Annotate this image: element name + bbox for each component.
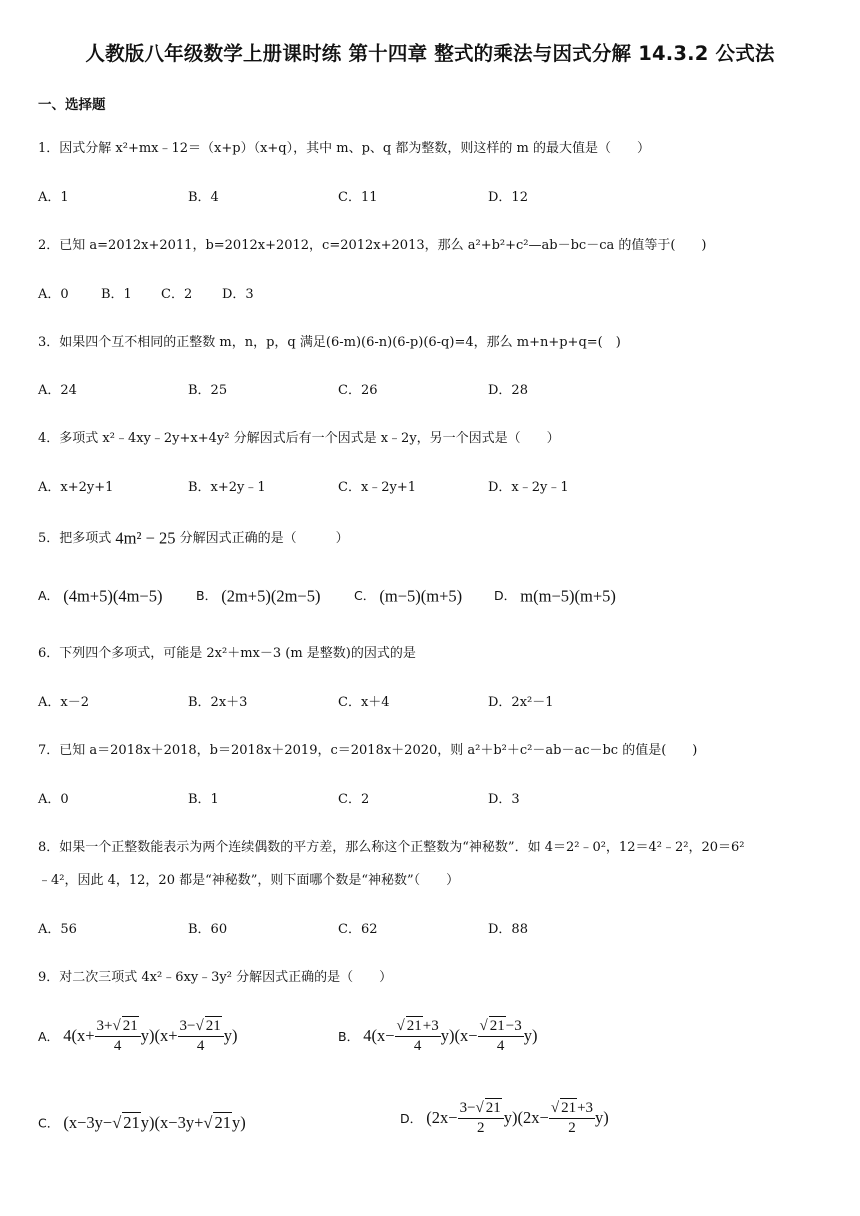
q8-option-a: A．56 [38,922,77,937]
question-6-stem: 6．下列四个多项式，可能是 2x²＋mx－3 (m 是整数)的因式的是 [38,646,416,661]
q5-option-c-expression: (m−5)(m+5) [379,586,463,606]
q9-option-a: A． 4(x+ $\frac{3+√ 21}{4}$ y)(x+ $\frac{3-√ 21}{4}$ y) [38,1018,238,1054]
q5-option-d: D． m(m−5)(m+5) [494,586,616,606]
q5-option-a: A． (4m+5)(4m−5) [38,586,163,606]
q5-option-b-expression: (2m+5)(2m−5) [221,586,321,606]
page-title: 人教版八年级数学上册课时练 第十四章 整式的乘法与因式分解 14.3.2 公式法 [85,42,775,65]
q7-option-b: B．1 [188,792,219,807]
q6-option-c: C．x＋4 [338,695,390,710]
q1-option-a: A．1 [38,190,69,205]
q5-option-a-expression: (4m+5)(4m−5) [63,586,163,606]
q4-option-a: A．x+2y+1 [38,480,114,495]
q9-option-d-expression: (2x− [426,1108,458,1127]
section-heading: 一、选择题 [38,97,106,113]
q9-option-c-expression: (x−3y−√ 21y)(x−3y+√ 21y) [63,1113,246,1132]
q5-option-c: C． (m−5)(m+5) [354,586,463,606]
q3-option-c: C．26 [338,383,378,398]
q6-option-d: D．2x²－1 [488,695,554,710]
q7-option-a: A．0 [38,792,69,807]
q5-option-b: B． (2m+5)(2m−5) [196,586,321,606]
q2-option-c: C．2 [161,287,193,302]
q3-option-d: D．28 [488,383,528,398]
q9-b-frac1: $\frac{√ 21+3}{4}$ [396,1018,439,1054]
q9-option-c: C． (x−3y−√ 21y)(x−3y+√ 21y) [38,1113,246,1132]
q6-option-b: B．2x＋3 [188,695,248,710]
q9-a-frac2: $\frac{3-√ 21}{4}$ [178,1016,224,1056]
q4-option-b: B．x+2y﹣1 [188,480,266,495]
question-8-stem-line2: ﹣4²，因此 4，12，20 都是“神秘数”，则下面哪个数是“神秘数”（ ） [38,873,460,888]
q9-b-frac2: $\frac{√ 21-3}{4}$ [479,1018,522,1054]
q7-option-c: C．2 [338,792,370,807]
q1-option-b: B．4 [188,190,219,205]
q1-option-d: D．12 [488,190,528,205]
question-9-stem: 9．对二次三项式 4x²﹣6xy﹣3y² 分解因式正确的是（ ） [38,970,393,985]
q9-option-d: D． (2x− $\frac{3-√ 21}{2}$ y)(2x− $\frac{√ 21+3}{2}$ y) [400,1100,609,1136]
q8-option-d: D．88 [488,922,528,937]
q8-option-b: B．60 [188,922,228,937]
question-8-stem: 8．如果一个正整数能表示为两个连续偶数的平方差，那么称这个正整数为“神秘数”．如 4＝2²﹣0²，12＝4²﹣2²，20＝6² [38,840,745,855]
question-1-stem: 1．因式分解 x²+mx﹣12＝（x+p）（x+q），其中 m、p、q 都为整数，则这样的 m 的最大值是（ ） [38,141,650,156]
q5-stem-expression: 4m² − 25 [115,528,176,548]
q9-d-frac1: $\frac{3-√ 21}{2}$ [458,1098,504,1138]
q7-option-d: D．3 [488,792,520,807]
q8-option-c: C．62 [338,922,378,937]
q2-option-b: B．1 [101,287,132,302]
q9-option-b: B． 4(x− $\frac{√ 21+3}{4}$ y)(x− $\frac{√ 21-3}{4}$ y) [338,1018,538,1054]
q4-option-d: D．x﹣2y﹣1 [488,480,569,495]
q9-a-frac1: $\frac{3+√ 21}{4}$ [95,1016,141,1056]
q5-stem-suffix: 分解因式正确的是（ ） [179,531,349,546]
q2-option-d: D．3 [222,287,254,302]
q1-option-c: C．11 [338,190,378,205]
q2-option-a: A．0 [38,287,69,302]
q9-option-a-expression: 4(x+ [63,1026,95,1045]
question-2-stem: 2．已知 a=2012x+2011，b=2012x+2012，c=2012x+2013，那么 a²+b²+c²—ab－bc－ca 的值等于( ) [38,238,707,253]
question-7-stem: 7．已知 a＝2018x＋2018，b＝2018x＋2019，c＝2018x＋2020，则 a²＋b²＋c²－ab－ac－bc 的值是( ) [38,743,698,758]
question-5-stem [38,527,349,549]
q4-option-c: C．x﹣2y+1 [338,480,417,495]
q9-option-b-expression: 4(x− [363,1026,395,1045]
q3-option-b: B．25 [188,383,228,398]
q5-option-d-expression: m(m−5)(m+5) [520,586,616,606]
q3-option-a: A．24 [38,383,77,398]
q5-stem-prefix: 5．把多项式 [38,531,112,546]
question-3-stem: 3．如果四个互不相同的正整数 m，n，p，q 满足(6-m)(6-n)(6-p)(6-q)=4，那么 m+n+p+q=( ) [38,335,621,350]
question-4-stem: 4．多项式 x²﹣4xy﹣2y+x+4y² 分解因式后有一个因式是 x﹣2y，另一个因式是（ ） [38,431,560,446]
q9-d-frac2: $\frac{√ 21+3}{2}$ [550,1100,594,1136]
q6-option-a: A．x－2 [38,695,89,710]
